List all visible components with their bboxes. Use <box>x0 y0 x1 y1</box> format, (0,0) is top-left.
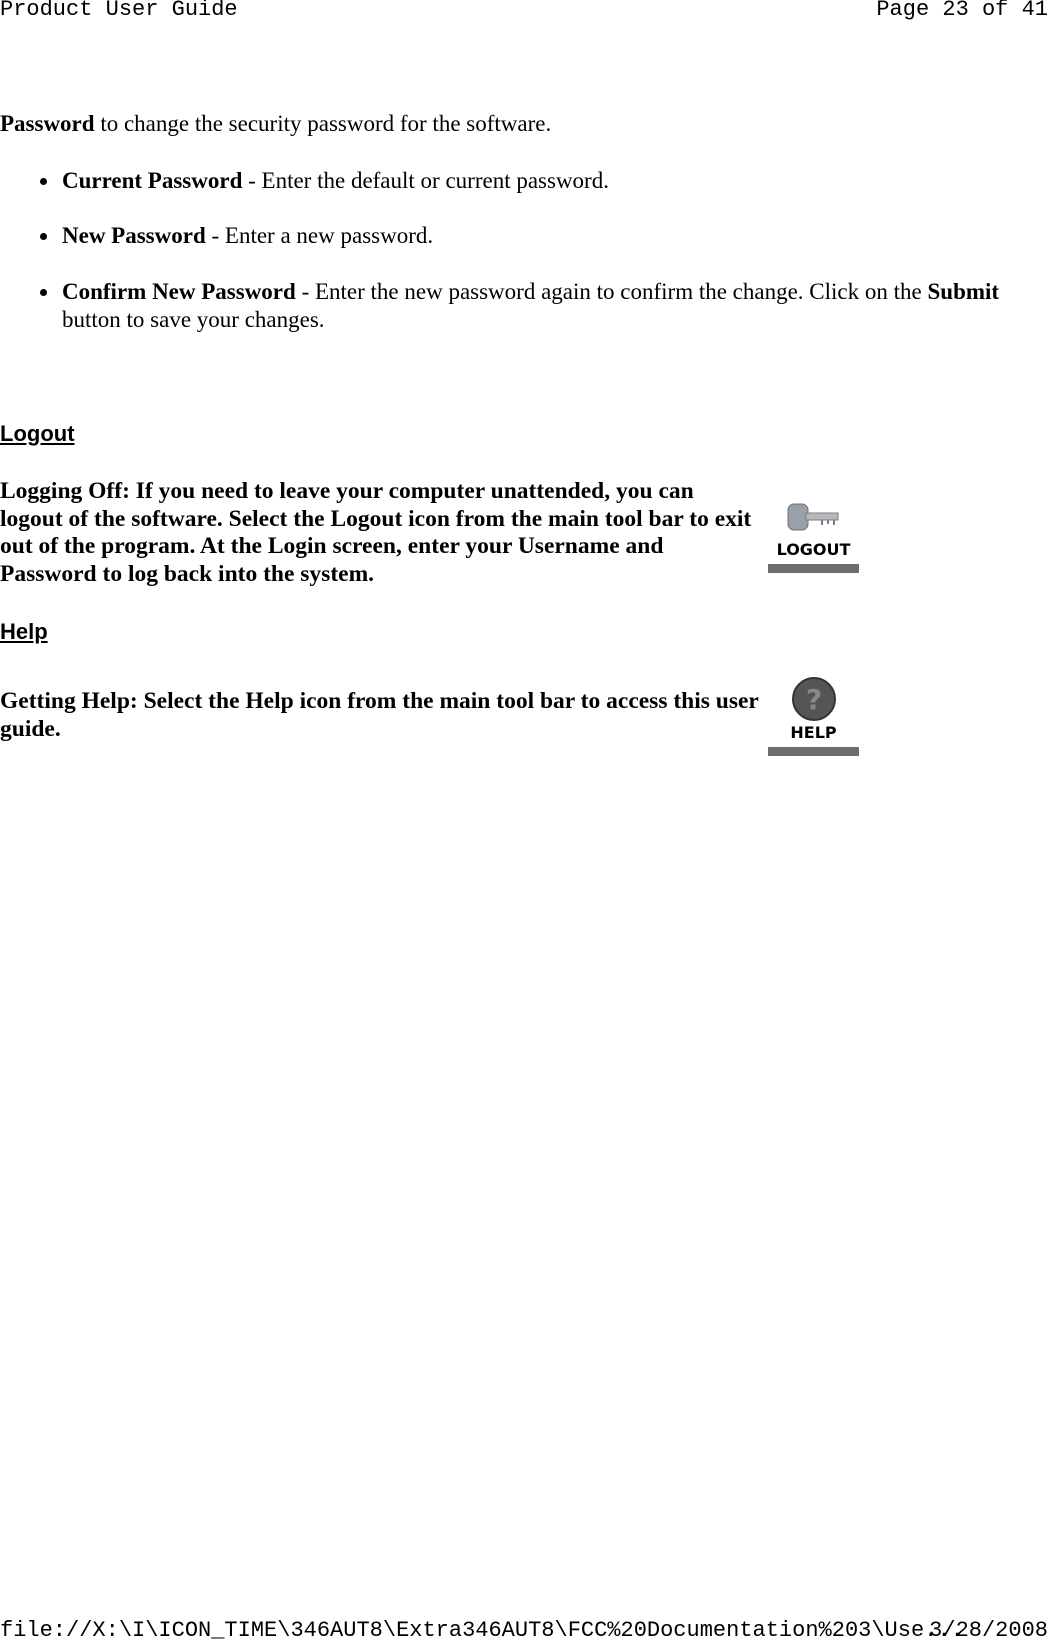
bullet-text: - Enter a new password. <box>205 223 434 248</box>
list-item <box>62 222 1022 250</box>
help-icon-label: HELP <box>790 723 837 742</box>
key-icon <box>786 500 842 536</box>
bullet-term: Current Password <box>62 168 243 193</box>
logout-icon-label: LOGOUT <box>776 540 851 559</box>
intro-paragraph <box>0 110 551 138</box>
question-mark-icon <box>791 676 837 722</box>
help-paragraph: Getting Help: Select the Help icon from the main tool bar to access this user guide. <box>0 688 759 742</box>
icon-bar <box>768 564 859 573</box>
bullet-term: New Password <box>62 223 206 248</box>
svg-text:?: ? <box>805 683 823 716</box>
bullet-text: - Enter the new password again to confirm the change. Click on the <box>295 279 928 304</box>
list-item <box>62 167 1022 195</box>
help-icon-button <box>768 676 859 756</box>
footer-date: 3/28/2008 <box>929 1618 1048 1643</box>
icon-bar <box>768 747 859 756</box>
header-title: Product User Guide <box>0 0 238 22</box>
help-heading: Help <box>0 619 48 644</box>
submit-term: Submit <box>927 279 1000 304</box>
bullet-term: Confirm New Password <box>62 279 296 304</box>
logout-paragraph: Logging Off: If you need to leave your computer unattended, you can logout of the software. Select the Logout icon from the main tool bar to exit out of the program. At the Login screen, enter your Username and Password to log back into the system. <box>0 478 752 588</box>
bullet-text: button to save your changes. <box>62 306 325 332</box>
intro-bold: Password <box>0 111 95 136</box>
logout-heading: Logout <box>0 421 75 446</box>
list-item <box>62 278 1022 333</box>
logout-icon-button <box>768 498 859 573</box>
footer-path: file://X:\I\ICON_TIME\346AUT8\Extra346AUT8\FCC%20Documentation%203\Use... <box>0 1618 964 1643</box>
bullet-text: - Enter the default or current password. <box>242 168 609 193</box>
intro-text: to change the security password for the software. <box>94 111 552 136</box>
header-page-number: Page 23 of 41 <box>876 0 1048 22</box>
